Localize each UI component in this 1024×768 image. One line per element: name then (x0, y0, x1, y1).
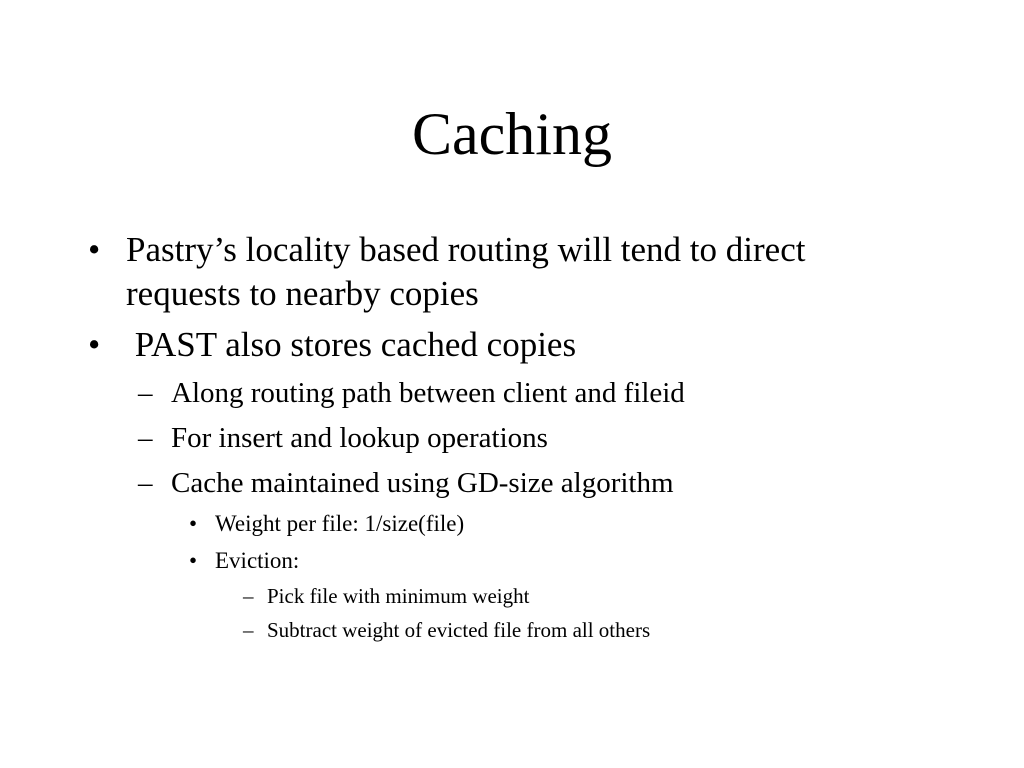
level4-bullet-text: Pick file with minimum weight (267, 584, 530, 608)
bullet-text-line: requests to nearby copies (126, 274, 479, 313)
sub-sub-bullet-marker: • (189, 548, 198, 573)
sub-sub-bullet-marker: • (189, 511, 198, 536)
sub-bullet-marker: – (138, 377, 153, 409)
sub-bullet-marker: – (138, 467, 153, 499)
sub-sub-bullet-text: Eviction: (215, 548, 300, 573)
bullet-text-line: PAST also stores cached copies (126, 325, 577, 364)
bullet-text-line: Pastry’s locality based routing will tend to direct (126, 230, 806, 269)
bullet-marker: • (88, 230, 101, 269)
slide-title: Caching (412, 101, 612, 167)
sub-bullet-text: For insert and lookup operations (171, 422, 548, 454)
sub-sub-bullet-text: Weight per file: 1/size(file) (215, 511, 465, 536)
level4-bullet-marker: – (243, 584, 254, 608)
level4-bullet-marker: – (243, 618, 254, 642)
sub-bullet-text: Cache maintained using GD-size algorithm (171, 467, 674, 499)
level4-bullet-text: Subtract weight of evicted file from all others (267, 618, 651, 642)
sub-bullet-marker: – (138, 422, 153, 454)
sub-bullet-text: Along routing path between client and fileid (171, 377, 685, 409)
bullet-marker: • (88, 325, 101, 364)
